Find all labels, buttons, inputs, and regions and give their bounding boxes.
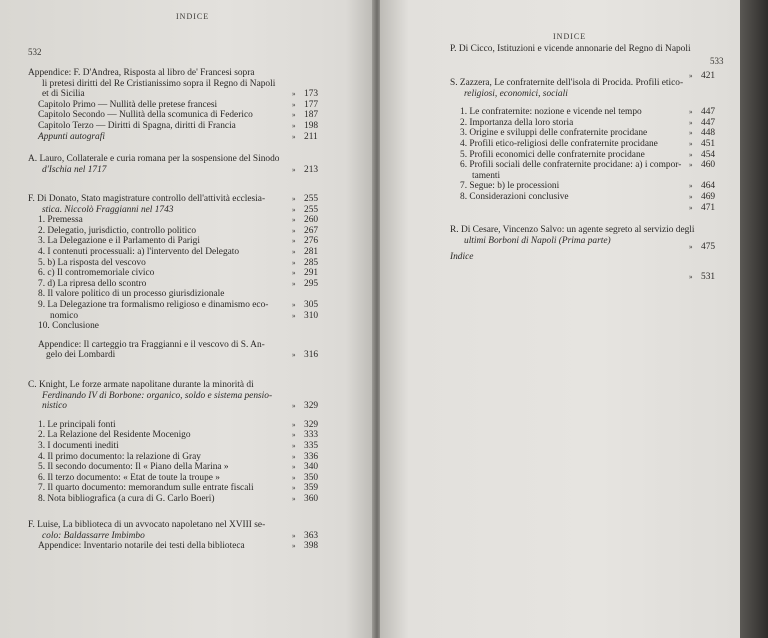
toc-line: 3. La Delegazione e il Parlamento di Parigi » 276 [38,236,319,247]
toc-line: 6. Il terzo documento: « Etat de toute la troupe » » 350 [38,472,319,483]
page-ref: 460 [701,160,716,171]
toc-line: » 421 [689,70,716,81]
toc-line: S. Zazzera, Le confraternite dell'isola di Procida. Profili etico- [450,78,684,88]
toc-line: 6. c) Il contromemoriale civico » 291 [38,268,319,279]
page-ref: 267 [304,225,319,236]
toc-line: 4. Profili etico-religiosi delle confraternite procidane » 451 [460,138,716,149]
page-ref: 198 [304,120,319,131]
page-ref: 447 [701,107,716,118]
page-ref: 360 [304,493,319,504]
page-ref: 336 [304,451,319,462]
page-ref: 335 [304,440,319,451]
entry-dandrea [28,68,328,142]
page-ref: 475 [701,242,716,252]
toc-line: tamenti [472,170,501,181]
page-ref: 447 [701,117,716,128]
entry-didonato [28,194,328,361]
toc-line: Appendice: F. D'Andrea, Risposta al libro de' Francesi sopra [28,68,255,78]
page-ref: 451 [701,138,716,149]
toc-line: Appunti autografi » 211 [38,131,318,142]
page-ref: 363 [304,530,319,541]
toc-line: li pretesi diritti del Re Cristianissimo sopra il Regno di Napoli [42,78,276,89]
toc-line: Capitolo Terzo — Diritti di Spagna, diritti di Francia » 198 [38,120,319,131]
page-ref: 464 [701,181,716,192]
toc-line: gelo dei Lombardi » 316 [46,350,319,361]
toc-line: C. Knight, Le forze armate napolitane durante la minorità di [28,380,254,390]
page-ref: 187 [304,110,319,121]
entry-zazzera [450,78,725,213]
toc-line: Indice [450,252,474,262]
toc-line: R. Di Cesare, Vincenzo Salvo: un agente segreto al servizio degli [450,225,695,235]
page-ref-row [450,272,725,283]
page-ref: 421 [701,70,716,81]
page-ref: 260 [304,215,319,226]
toc-line: 5. b) La risposta del vescovo » 285 [38,257,319,268]
toc-line: 8. Considerazioni conclusive » 469 [460,191,716,202]
toc-line: P. Di Cicco, Istituzioni e vicende annonarie del Regno di Napoli [450,44,691,54]
toc-line: » 475 [689,242,716,252]
toc-line: nomico » 310 [50,310,319,321]
page-ref: 359 [304,483,319,494]
toc-line: 3. Origine e sviluppi delle confraternite procidane » 448 [460,128,716,139]
toc-line: 2. Importanza della loro storia » 447 [460,117,716,128]
toc-line: 8. Il valore politico di un processo giurisdizionale [38,289,225,300]
page-ref: 398 [304,541,319,552]
page-ref: 285 [304,257,319,268]
page-ref: 340 [304,462,319,473]
toc-line [450,55,725,71]
toc-line: et di Sicilia » 173 [42,89,319,100]
page-ref: 281 [304,246,319,257]
toc-line: 1. Le confraternite: nozione e vicende nel tempo » 447 [460,107,716,118]
toc-line: 6. Profili sociali delle confraternite procidane: a) i compor- » 460 [460,160,716,171]
page-ref: 350 [304,472,319,483]
toc-line: 2. La Relazione del Residente Mocenigo » 333 [38,430,319,441]
toc-line: Ferdinando IV di Borbone: organico, soldo e sistema pensio- [42,390,273,401]
toc-line: ultimi Borboni di Napoli (Prima parte) [464,235,611,246]
page-ref: 333 [304,430,319,441]
page-ref-row [450,242,725,253]
toc-line: 7. Il quarto documento: memorandum sulle entrate fiscali » 359 [38,483,319,494]
right-page-number: 533 [710,56,724,66]
toc-line: d'Ischia nel 1717 » 213 [42,164,319,175]
toc-line: Capitolo Secondo — Nullità della scomunica di Federico » 187 [38,110,319,121]
toc-line: A. Lauro, Collaterale e curia romana per la sospensione del Sinodo [28,154,280,164]
entry-luise [28,520,328,552]
page-ref: 316 [304,350,319,361]
toc-line: 5. Profili economici delle confraternite procidane » 454 [460,149,716,160]
page-ref: 329 [304,401,319,412]
toc-line: 8. Nota bibliografica (a cura di G. Carlo Boeri) » 360 [38,493,319,504]
toc-line: 4. Il primo documento: la relazione di Gray » 336 [38,451,319,462]
toc-line: F. Di Donato, Stato magistrature controllo dell'attività ecclesia- » 255 [28,194,319,204]
toc-line: 10. Conclusione [38,321,99,332]
page-ref: 291 [304,268,319,279]
page-ref: 255 [304,204,319,215]
toc-line: 5. Il secondo documento: Il « Piano della Marina » » 340 [38,462,319,473]
toc-line: » 471 [689,202,716,213]
page-ref: 211 [304,131,318,142]
right-running-header: INDICE [553,32,587,41]
page-ref: 454 [701,149,716,160]
left-page-number: 532 [28,47,42,57]
left-page [0,0,376,638]
page-ref: 531 [701,272,716,282]
toc-line: 9. La Delegazione tra formalismo religioso e dinamismo eco- » 305 [38,299,319,310]
page-ref: 329 [304,419,319,430]
entry-dicicco [450,44,725,81]
page-ref: 255 [304,194,319,204]
toc-line: stica. Niccolò Fraggianni nel 1743 » 255 [42,204,319,215]
toc-line: religiosi, economici, sociali [464,88,568,99]
toc-line: 7. Segue: b) le processioni » 464 [460,181,716,192]
page-ref: 448 [701,128,716,139]
toc-line: 3. I documenti inediti » 335 [38,440,319,451]
page-ref: 310 [304,310,319,321]
toc-line: » 531 [689,272,716,282]
toc-line: 2. Delegatio, jurisdictio, controllo politico » 267 [38,225,319,236]
toc-line: F. Luise, La biblioteca di un avvocato napoletano nel XVIII se- [28,520,266,530]
toc-line: nistico » 329 [42,401,319,412]
page-ref: 177 [304,99,319,110]
toc-line: Appendice: Inventario notarile dei testi della biblioteca » 398 [38,541,319,552]
page-ref: 471 [701,202,716,213]
toc-line: Appendice: Il carteggio tra Fraggianni e il vescovo di S. An- [38,339,265,350]
page-ref: 173 [304,89,319,100]
toc-line: colo: Baldassarre Imbimbo » 363 [42,530,319,541]
page-ref: 305 [304,299,319,310]
entry-knight [28,380,328,505]
toc-line: 1. Premessa » 260 [38,215,319,226]
toc-line: 7. d) La ripresa dello scontro » 295 [38,278,319,289]
entry-indice [450,252,725,263]
left-running-header: INDICE [176,12,210,21]
page-ref: 213 [304,164,319,175]
toc-line: 1. Le principali fonti » 329 [38,419,319,430]
entry-lauro [28,154,328,175]
toc-line: 4. I contenuti processuali: a) l'intervento del Delegato » 281 [38,246,319,257]
page-ref: 469 [701,191,716,202]
page-ref: 276 [304,236,319,247]
table-edge [740,0,768,638]
toc-line: Capitolo Primo — Nullità delle pretese francesi » 177 [38,99,319,110]
page-ref: 295 [304,278,319,289]
